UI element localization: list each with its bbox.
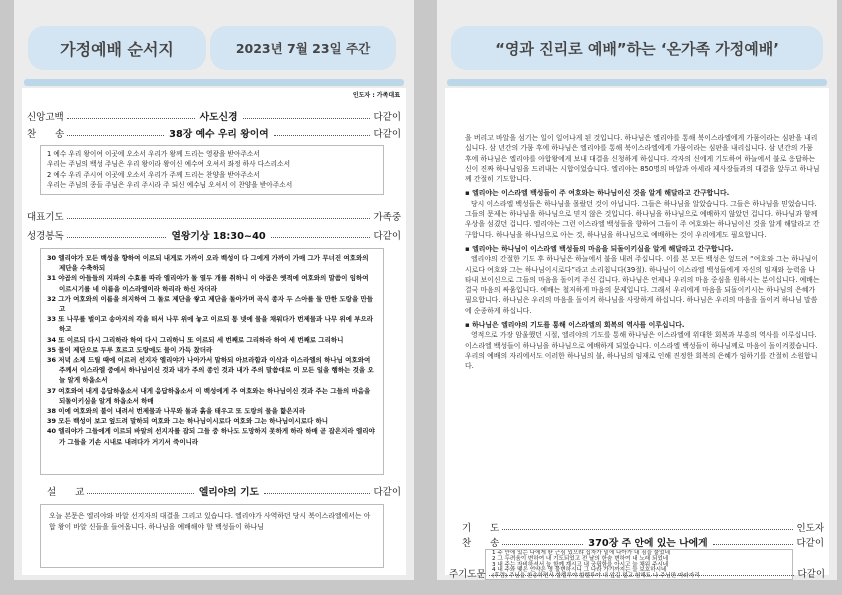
hymn-line: (후렴) 주님을 찬송하면서 할렐루야 할렐루야 내 앞길 멀고 험해도 나 주님만 따라가리 — [492, 573, 700, 580]
order-content: 사도신경 — [198, 109, 240, 123]
leader-label: 인도자 : 가족대표 — [352, 92, 400, 99]
order-participant: 다같이 — [373, 231, 402, 242]
order-content: 370장 주 안에 있는 나에게 — [586, 535, 709, 549]
order-label: 주기도문 — [449, 569, 486, 580]
verse: 40 엘리야가 그들에게 이르되 바알의 선지자를 잡되 그들 중 하나도 도망하지 못하게 하라 하매 곧 잡은지라 엘리야가 그들을 기손 시내로 내려다가 거기서 죽이니라 — [47, 427, 375, 446]
order-content: 38장 예수 우리 왕이여 — [167, 126, 271, 140]
sermon-point-body: 당시 이스라엘 백성들은 하나님을 몰랐던 것이 아닙니다. 그들은 하나님을 알았습니다. 그들은 하나님을 믿었습니다. 그들의 문제는 하나님을 하나님으로 믿지 않은 것입니다. 하나님을 하나님으로 예배하지 않았던 겁니다. 하나님과 함께 우상을 섬겼던 겁니다. 엘리야는 그런 이스라엘 백성들을 향하여 그들이 주 여호와는 하나님이신 것을 알게 해달라고 간구합니다. 하나님을 하나님으로 아는 것, 하나님을 하나님으로 예배하는 것이 우리에게도 필요합니다. — [465, 199, 820, 239]
order-row-scripture — [27, 228, 401, 242]
sermon-point-body: 영적으로 가장 암울했던 시절, 엘리야의 기도를 통해 하나님은 이스라엘에 위대한 회복과 부흥의 역사를 이루십니다. 이스라엘 백성들이 하나님을 하나님으로 예배하게 되었습니다. 이스라엘 백성들이 하나님께로 마음이 돌이켜졌습니다. 우리의 예배의 자리에서도 이러한 하나님의 불, 하나님의 임재로 인해 진정한 회복의 은혜가 임하기를 간절히 소원합니다. — [465, 331, 818, 371]
verse: 35 물이 제단으로 두루 흐르고 도랑에도 물이 가득 찼더라 — [47, 345, 213, 354]
sermon-sheet — [445, 88, 829, 575]
order-label: 기 도 — [462, 523, 500, 534]
order-label: 찬 송 — [27, 129, 65, 140]
order-label: 신앙고백 — [27, 112, 64, 123]
order-label: 찬 송 — [462, 538, 500, 549]
hymn-line: 우리는 주님의 종들 주님은 우리 주시라 주 되신 예수님 오셔서 이 찬양을 받아주소서 — [47, 181, 293, 190]
sermon-point-body: 엘리야의 간절한 기도 후 하나님은 하늘에서 불을 내려 주십니다. 이를 본 모든 백성은 엎드려 “여호와 그는 하나님이시로다 여호와 그는 하나님이시로다”라고 소리칩니다(39절). 하나님이 이스라엘 백성들에게 자신의 임재와 능력을 나타내 보이신으로 그들의 마음을 돌이켜 주신 겁니다. 하나님은 언제나 우리의 마음 중심을 원하시는 분이십니다. 예배는 결국 마음의 싸움입니다. 예배는 철저하게 마음의 문제입니다. 그래서 우리에게 마음을 되돌이키시는 하나님의 은혜가 필요합니다. 하나님은 우리의 마음을 돌이켜 하나님을 사랑하게 하십니다. 하나님은 우리의 마음을 돌이켜 하나님 말씀에 순종하게 하십니다. — [465, 255, 820, 315]
sermon-point-heading: ▪ 엘리야는 하나님이 이스라엘 백성들의 마음을 되돌이키심을 알게 해달라고 간구합니다. — [465, 244, 734, 253]
sermon-body — [465, 133, 821, 376]
order-row-prayer — [27, 209, 401, 223]
left-page — [14, 0, 414, 580]
order-row-closing-hymn — [450, 535, 824, 549]
hymn-line: 4 내 주와 맺은 언약은 영 불변하시니 그 나라 가기까지는 늘 보호하시네 — [492, 567, 667, 574]
order-row-confession — [27, 109, 401, 123]
hymn-line: 2 예수 우리 주시여 이곳에 오소서 우리가 주께 드리는 찬양을 받아주소서 — [47, 170, 260, 179]
order-participant: 다같이 — [373, 112, 402, 123]
sermon-paragraph: 을 버리고 바알을 섬기는 일이 일어나게 된 것입니다. 하나님은 엘리야를 통해 북이스라엘에게 가뭄이라는 심판을 내리십니다. 삼 년간의 가뭄 후에 하나님은 엘리야를 통해 북이스라엘에게 가뭄이라는 심판을 내리십니다. 삼 년간의 가뭄 후에 하나님은 엘리야를 아합왕에게 보내 대결을 신청하게 하십니다. 각자의 신에게 기도하여 하늘에서 불로 응답하는 신이 진짜 하나님임을 드러내는 시합이었습니다. 엘리야는 850명의 바알과 아세라 제사장들과의 대결을 앞두고 하나님께 간절히 기도합니다. — [465, 134, 820, 184]
verse: 38 이에 여호와의 불이 내려서 번제물과 나무와 돌과 흙을 태우고 또 도랑의 물을 핥은지라 — [47, 407, 306, 416]
sermon-point-heading: ▪ 하나님은 엘리야의 기도를 통해 이스라엘의 회복의 역사를 이루십니다. — [465, 321, 685, 330]
verse: 33 또 나무를 벌이고 송아지의 각을 떠서 나무 위에 놓고 이르되 통 넷에 물을 채워다가 번제물과 나무 위에 부으라 하고 — [47, 315, 374, 334]
hymn-line: 2 그 두려움이 변하여 내 기도되었고 전 날의 한숨 변하여 내 노래 되었네 — [492, 555, 669, 562]
order-content: 엘리야의 기도 — [197, 484, 261, 498]
worship-theme-title: “영과 진리로 예배”하는 ‘온가족 가정예배’ — [451, 26, 823, 70]
verse: 31 야곱의 아들들의 지파의 수효를 따라 엘리야가 돌 열두 개를 취하니 이 야곱은 옛적에 여호와의 말씀이 임하여 이르시기를 네 이름을 이스라엘이라 하리라 하신 자더라 — [47, 274, 369, 293]
sermon-point-heading: ▪ 엘리야는 이스라엘 백성들이 주 여호와는 하나님이신 것을 알게 해달라고 간구합니다. — [465, 189, 730, 198]
order-participant: 인도자 — [796, 523, 824, 534]
order-participant: 다같이 — [796, 538, 825, 549]
header-divider — [447, 79, 827, 86]
header-divider — [24, 79, 404, 86]
verse: 36 저녁 소제 드릴 때에 이르러 선지자 엘리야가 나아가서 말하되 아브라함과 이삭과 이스라엘의 하나님 여호와여 주께서 이스라엘 중에서 하나님이신 것과 내가 주의 종인 것과 내가 주의 말씀대로 이 모든 일을 행하는 것을 오늘 알게 하옵소서 — [47, 356, 374, 385]
scripture-box — [40, 248, 384, 475]
right-page — [437, 0, 837, 580]
hymn-line: 1 예수 우리 왕이여 이곳에 오소서 우리가 왕께 드리는 영광을 받아주소서 — [47, 150, 260, 158]
order-participant: 가족중 — [373, 212, 401, 223]
order-content: 열왕기상 18:30~40 — [169, 228, 267, 242]
order-row-hymn — [27, 126, 401, 140]
hymn-line: 3 내 주는 자비하셔서 늘 함께 계시고 내 궁핍함을 아시고 늘 채워 주시네 — [492, 561, 669, 568]
order-label: 성경봉독 — [27, 231, 64, 242]
sermon-intro-text: 오늘 본문은 엘리야와 바알 선지자의 대결을 그리고 있습니다. 엘리야가 사역하던 당시 북이스라엘에서는 아합 왕이 바알 신들을 들여옵니다. 하나님을 예배해야 할 백성들이 하나님 — [49, 512, 371, 531]
sermon-intro-box — [40, 504, 384, 568]
order-label: 설 교 — [47, 487, 85, 498]
bulletin-date: 2023년 7월 23일 주간 — [210, 26, 396, 70]
order-row-lords-prayer — [449, 566, 825, 580]
order-participant: 다같이 — [797, 569, 825, 580]
hymn-line: 우리는 주님의 백성 주님은 우리 왕이라 왕이신 예수여 오셔서 좌정 하사 다스리소서 — [47, 160, 291, 169]
verse: 32 그가 여호와의 이름을 의지하여 그 돌로 제단을 쌓고 제단을 돌아가며 곡식 종자 두 스아를 둘 만한 도랑을 만들고 — [47, 294, 374, 314]
order-participant: 다같이 — [373, 129, 401, 140]
verse: 39 모든 백성이 보고 엎드려 말하되 여호와 그는 하나님이시로다 여호와 그는 하나님이시로다 하니 — [47, 417, 329, 426]
bulletin-title: 가정예배 순서지 — [28, 26, 206, 70]
order-label: 대표기도 — [27, 212, 64, 223]
order-participant: 다같이 — [373, 487, 401, 498]
verse: 37 여호와여 내게 응답하옵소서 내게 응답하옵소서 이 백성에게 주 여호와는 하나님이신 것과 주는 그들의 마음을 되돌이키심을 알게 하옵소서 하매 — [47, 386, 371, 405]
hymn-lyrics-box — [40, 145, 384, 195]
verse: 30 엘리야가 모든 백성을 향하여 이르되 내게로 가까이 오라 백성이 다 그에게 가까이 가매 그가 무너진 여호와의 제단을 수축하되 — [47, 254, 369, 273]
order-row-closing-prayer — [450, 520, 824, 534]
order-row-sermon — [27, 484, 401, 498]
verse: 34 또 이르되 다시 그리하라 하여 다시 그리하니 또 이르되 세 번째로 그리하라 하여 세 번째로 그리하니 — [47, 335, 344, 344]
hymn-line: 1 주 안에 있는 나에게 딴 근심 있으랴 십자가 밑에 나아가 내 짐을 풀었네 — [492, 550, 670, 556]
order-sheet — [22, 88, 406, 575]
